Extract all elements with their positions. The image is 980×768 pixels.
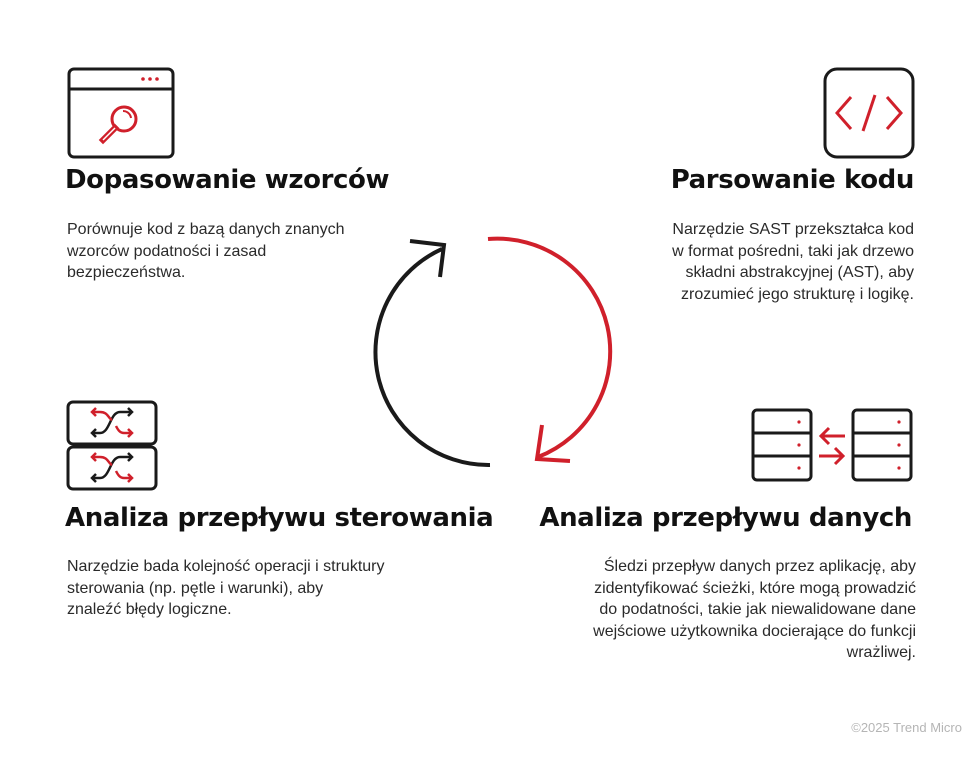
code-parsing-title: Parsowanie kodu — [670, 165, 914, 195]
code-parsing-description: Narzędzie SAST przekształca kod w format pośredni, taki jak drzewo składni abstrakcyjnej (AST), aby zrozumieć jego strukturę i logikę. — [672, 221, 914, 303]
data-flow-description: Śledzi przepływ danych przez aplikację, aby zidentyfikować ścieżki, które mogą prowadzić do podatności, takie jak niewalidowane dane wejściowe użytkownika docierające do funkcji wrażliwej. — [593, 558, 916, 661]
red-cycle-arrow — [488, 239, 610, 457]
server-transfer-icon — [751, 408, 915, 484]
pattern-matching-title: Dopasowanie wzorców — [65, 165, 390, 195]
black-cycle-arrow — [375, 249, 490, 465]
code-brackets-icon — [823, 67, 915, 159]
control-flow-title: Analiza przepływu sterowania — [65, 503, 494, 533]
control-flow-icon — [66, 400, 158, 492]
control-flow-description: Narzędzie bada kolejność operacji i struktury sterowania (np. pętle i warunki), aby znaleźć błędy logiczne. — [67, 558, 385, 618]
browser-search-icon — [67, 67, 175, 159]
copyright-text: ©2025 Trend Micro — [851, 720, 962, 735]
data-flow-title: Analiza przepływu danych — [539, 503, 912, 533]
pattern-matching-description: Porównuje kod z bazą danych znanych wzorców podatności i zasad bezpieczeństwa. — [67, 221, 345, 281]
cycle-diagram — [360, 225, 620, 475]
